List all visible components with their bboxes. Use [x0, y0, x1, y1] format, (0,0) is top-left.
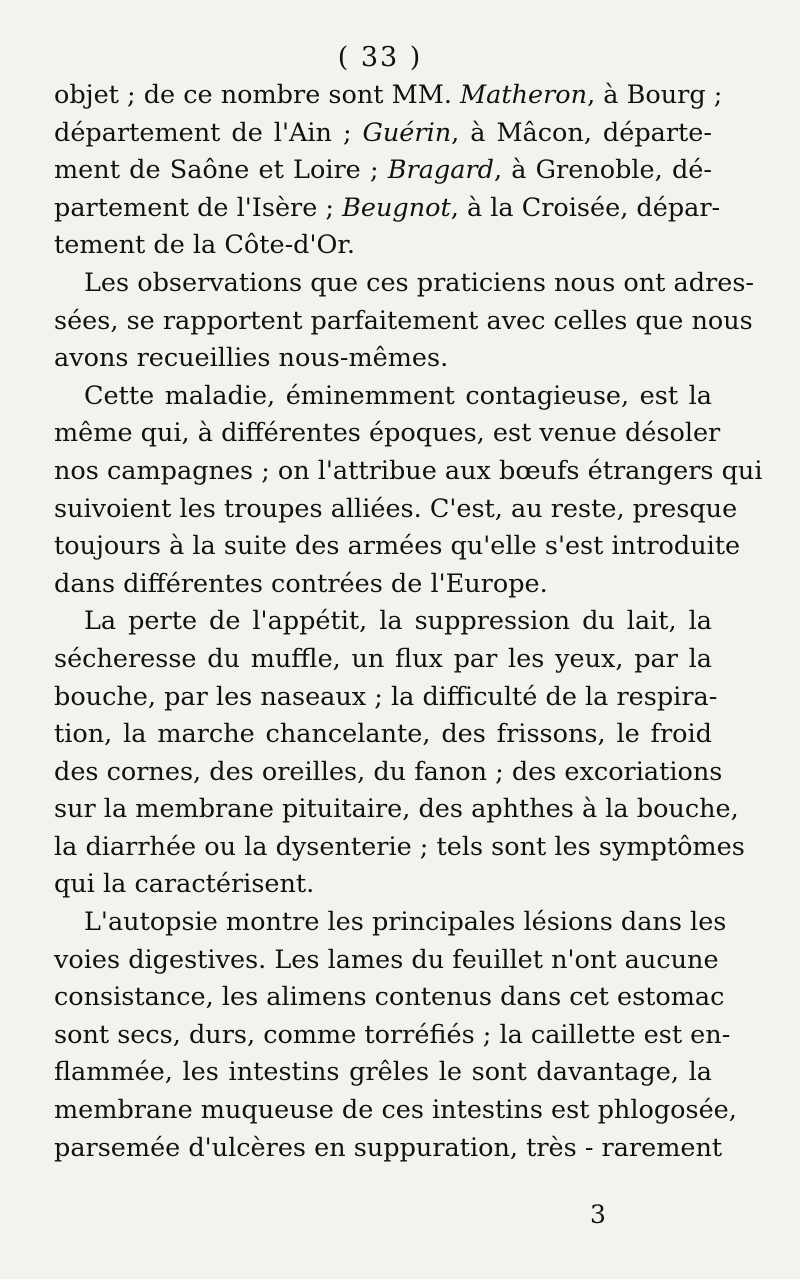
- text-line: voies digestives. Les lames du feuillet n'ont aucune: [54, 944, 719, 975]
- text-line: nos campagnes ; on l'attribue aux bœufs étrangers qui: [54, 455, 763, 486]
- paragraph-start-line: La perte de l'appétit, la suppression du lait, la: [84, 606, 712, 637]
- text-line: sont secs, durs, comme torréfiés ; la caillette est en-: [54, 1019, 731, 1050]
- text-line: sées, se rapportent parfaitement avec celles que nous: [54, 305, 753, 336]
- text-line: tion, la marche chancelante, des frissons, le froid: [54, 719, 712, 750]
- text-line: dans différentes contrées de l'Europe.: [54, 568, 548, 599]
- text-line: avons recueillies nous-mêmes.: [54, 343, 449, 374]
- text-line: la diarrhée ou la dysenterie ; tels sont les symptômes: [54, 831, 745, 862]
- text-line: même qui, à différentes époques, est venue désoler: [54, 418, 721, 449]
- signature-mark: 3: [590, 1200, 606, 1229]
- text-line: parsemée d'ulcères en suppuration, très - rarement: [54, 1132, 723, 1163]
- text-line: département de l'Ain ; Guérin, à Mâcon, départe-: [54, 117, 712, 148]
- text-line: bouche, par les naseaux ; la difficulté de la respira-: [54, 681, 718, 712]
- text-line: qui la caractérisent.: [54, 869, 315, 900]
- body-text: [54, 77, 763, 1167]
- paragraph-start-line: Cette maladie, éminemment contagieuse, est la: [84, 380, 712, 411]
- page-number: ( 33 ): [337, 42, 423, 73]
- text-line: sécheresse du muffle, un flux par les yeux, par la: [54, 643, 712, 674]
- text-line: suivoient les troupes alliées. C'est, au reste, presque: [54, 493, 738, 524]
- text-line: consistance, les alimens contenus dans cet estomac: [54, 982, 725, 1013]
- paragraph-start-line: Les observations que ces praticiens nous ont adres-: [84, 267, 755, 298]
- text-line: membrane muqueuse de ces intestins est phlogosée,: [54, 1095, 737, 1126]
- text-line: partement de l'Isère ; Beugnot, à la Croisée, dépar-: [54, 192, 721, 223]
- text-line: tement de la Côte-d'Or.: [54, 230, 355, 261]
- text-line: des cornes, des oreilles, du fanon ; des excoriations: [54, 756, 723, 787]
- text-line: ment de Saône et Loire ; Bragard, à Grenoble, dé-: [54, 155, 712, 186]
- text-line: sur la membrane pituitaire, des aphthes à la bouche,: [54, 794, 739, 825]
- text-line: flammée, les intestins grêles le sont davantage, la: [54, 1057, 712, 1088]
- paragraph-start-line: L'autopsie montre les principales lésions dans les: [84, 907, 727, 938]
- text-line: objet ; de ce nombre sont MM. Matheron, à Bourg ;: [54, 80, 723, 110]
- text-line: toujours à la suite des armées qu'elle s'est introduite: [54, 531, 741, 562]
